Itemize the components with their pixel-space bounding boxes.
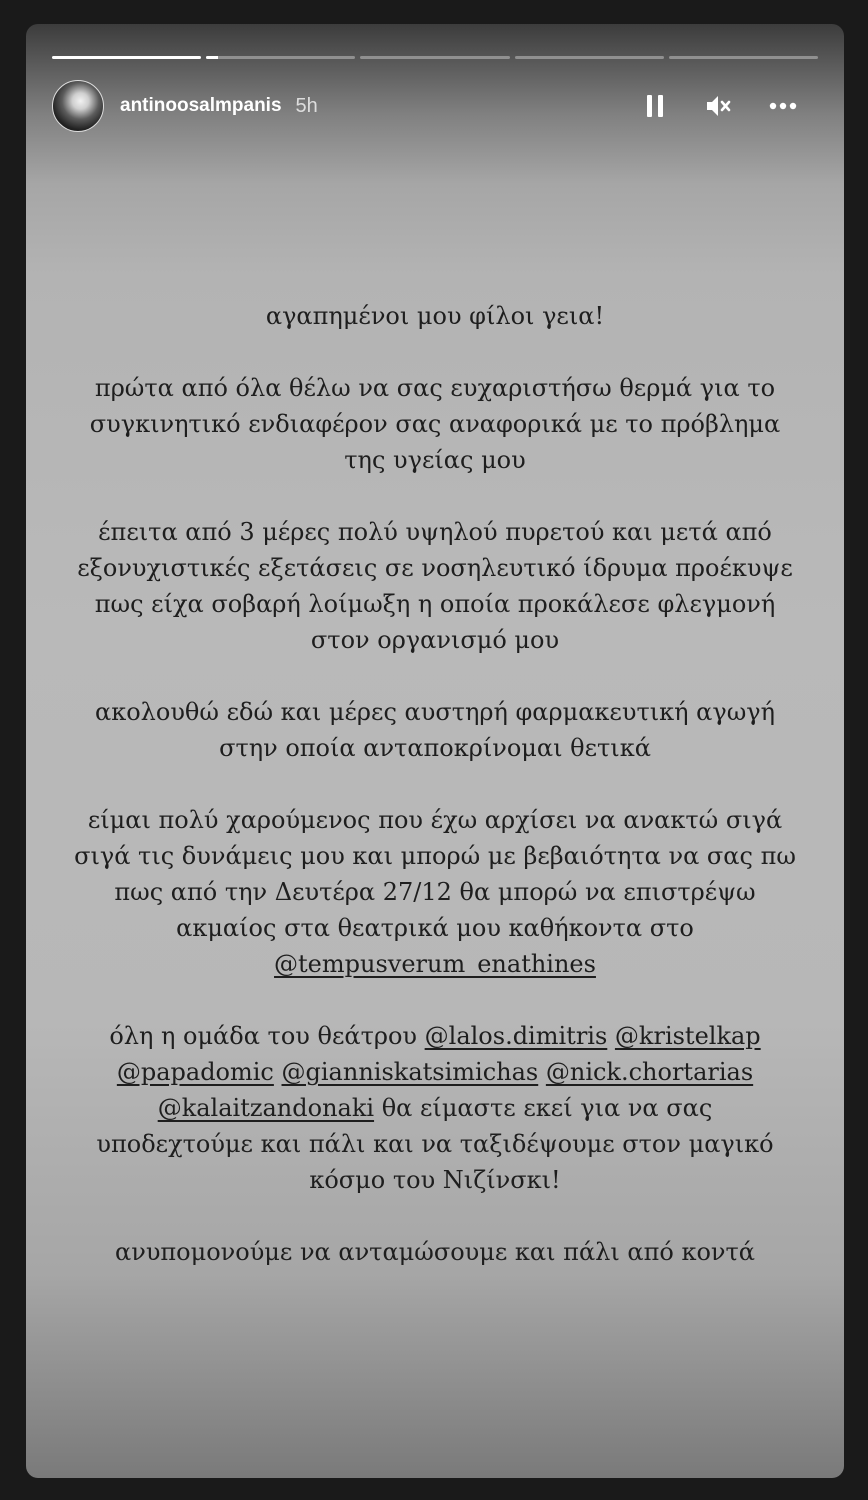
- text-line: ακμαίος στα θεατρικά μου καθήκοντα στο: [176, 914, 694, 942]
- progress-segment: [515, 56, 664, 59]
- paragraph-greeting: [26, 298, 844, 334]
- mention-link[interactable]: @lalos.dimitris: [424, 1022, 608, 1050]
- text-line: [26, 946, 844, 982]
- paragraph-diagnosis: [26, 514, 844, 658]
- paragraph-closing: [26, 1234, 844, 1270]
- post-time: 5h: [295, 94, 318, 117]
- progress-segment: [206, 56, 355, 59]
- story-progress-bar: [52, 56, 818, 60]
- text-fragment: όλη η ομάδα του θεάτρου: [109, 1022, 425, 1050]
- progress-segment: [52, 56, 201, 59]
- progress-fill: [206, 56, 218, 59]
- paragraph-treatment: [26, 694, 844, 766]
- text-line: στον οργανισμό μου: [310, 626, 560, 654]
- paragraph-team: [26, 1018, 844, 1198]
- mute-button[interactable]: [704, 91, 734, 121]
- text-line: κόσμο του Νιζίνσκι!: [309, 1166, 561, 1194]
- mention-link[interactable]: @kalaitzandonaki: [157, 1094, 375, 1122]
- story-controls: [640, 91, 798, 121]
- more-options-button[interactable]: [768, 91, 798, 121]
- text-line: [26, 1090, 844, 1126]
- text-line: αγαπημένοι μου φίλοι γεια!: [265, 302, 605, 330]
- pause-button[interactable]: [640, 91, 670, 121]
- mention-link[interactable]: @gianniskatsimichas: [281, 1058, 539, 1086]
- progress-segment: [669, 56, 818, 59]
- progress-fill: [52, 56, 201, 59]
- mention-link[interactable]: @tempusverum_enathines: [274, 950, 596, 978]
- text-line: εξονυχιστικές εξετάσεις σε νοσηλευτικό ίδρυμα προέκυψε: [77, 554, 793, 582]
- text-line: πως είχα σοβαρή λοίμωξη η οποία προκάλεσε φλεγμονή: [94, 590, 776, 618]
- text-line: [26, 1054, 844, 1090]
- text-line: είμαι πολύ χαρούμενος που έχω αρχίσει να ανακτώ σιγά: [87, 806, 783, 834]
- pause-icon: [644, 93, 666, 119]
- username-link[interactable]: antinoosalmpanis: [120, 95, 282, 116]
- paragraph-recovery: [26, 802, 844, 982]
- more-icon: [769, 102, 797, 110]
- text-line: ανυπομονούμε να ανταμώσουμε και πάλι από κοντά: [115, 1238, 755, 1266]
- text-line: σιγά τις δυνάμεις μου και μπορώ με βεβαιότητα να σας πω: [74, 842, 796, 870]
- text-fragment: θα είμαστε εκεί για να σας: [374, 1094, 713, 1122]
- text-line: συγκινητικό ενδιαφέρον σας αναφορικά με το πρόβλημα: [89, 410, 781, 438]
- text-line: πως από την Δευτέρα 27/12 θα μπορώ να επιστρέψω: [114, 878, 756, 906]
- story-text: [26, 298, 844, 1306]
- avatar[interactable]: [52, 80, 104, 132]
- mention-link[interactable]: @nick.chortarias: [545, 1058, 754, 1086]
- text-line: στην οποία ανταποκρίνομαι θετικά: [219, 734, 651, 762]
- text-line: υποδεχτούμε και πάλι και να ταξιδέψουμε στον μαγικό: [96, 1130, 774, 1158]
- mention-link[interactable]: @kristelkap: [614, 1022, 761, 1050]
- text-line: [26, 1018, 844, 1054]
- text-line: ακολουθώ εδώ και μέρες αυστηρή φαρμακευτική αγωγή: [95, 698, 775, 726]
- paragraph-thanks: [26, 370, 844, 478]
- text-line: της υγείας μου: [344, 446, 526, 474]
- text-line: πρώτα από όλα θέλω να σας ευχαριστήσω θερμά για το: [94, 374, 776, 402]
- progress-segment: [360, 56, 509, 59]
- text-line: έπειτα από 3 μέρες πολύ υψηλού πυρετού και μετά από: [98, 518, 772, 546]
- mute-icon: [705, 93, 733, 119]
- mention-link[interactable]: @papadomic: [116, 1058, 274, 1086]
- story-viewer[interactable]: [26, 24, 844, 1478]
- story-header: [52, 80, 818, 132]
